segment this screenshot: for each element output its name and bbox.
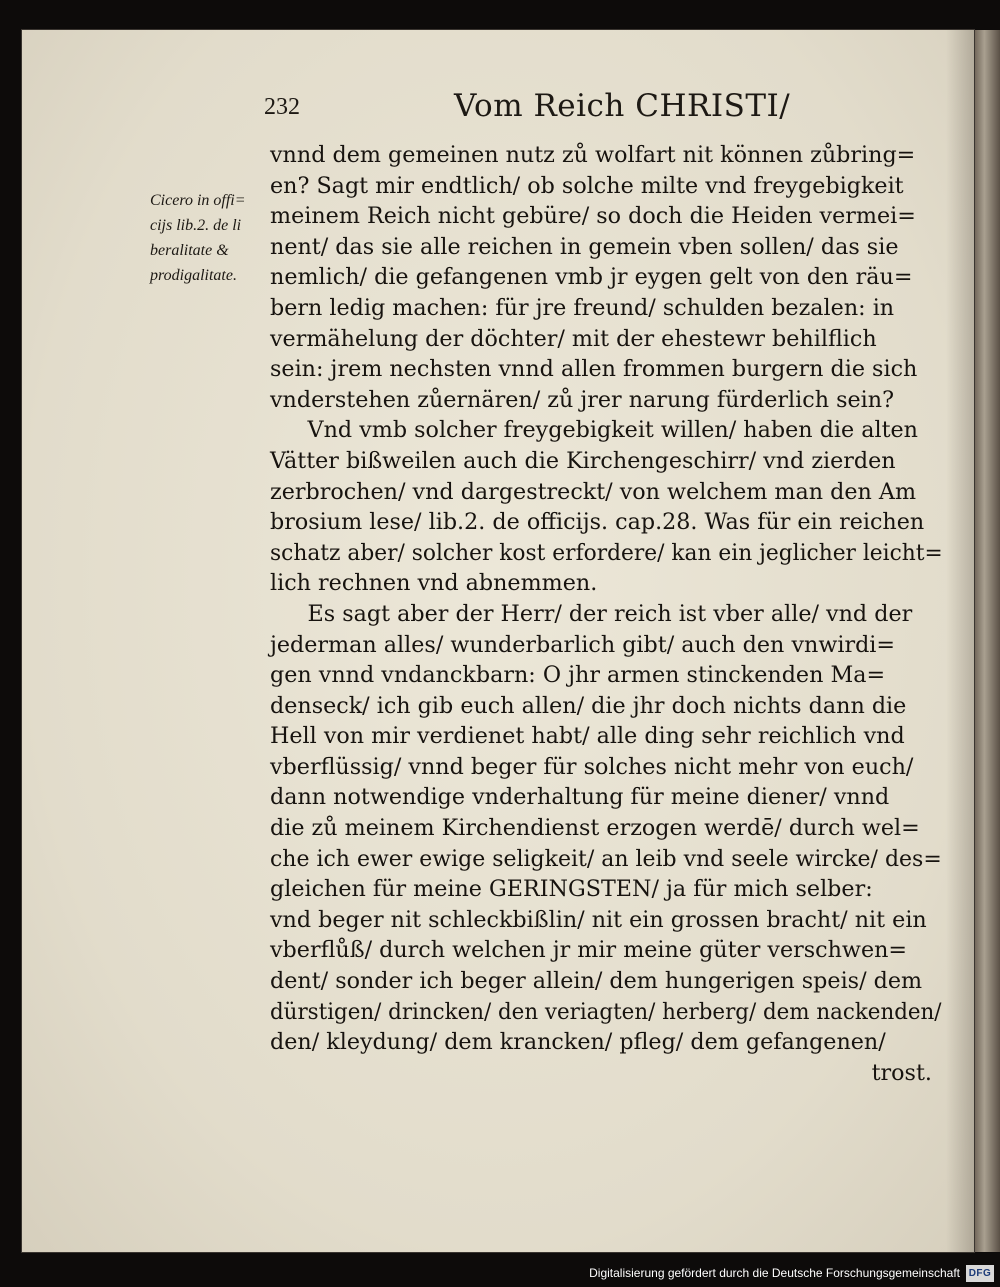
marginal-note-line: beralitate & [150,242,229,259]
text-line: lich rechnen vnd abnemmen. [270,570,598,597]
text-line: vermähelung der döchter/ mit der ehestewr behilflich [270,325,877,352]
text-line: dent/ sonder ich beger allein/ dem hungerigen speis/ dem [270,968,923,995]
text-line: vnd beger nit schleckbißlin/ nit ein grossen bracht/ nit ein [270,906,927,933]
text-line: dann notwendige vnderhaltung für meine diener/ vnnd [270,784,890,811]
marginal-note-line: prodigalitate. [150,267,237,284]
text-line: che ich ewer ewige seligkeit/ an leib vnd seele wircke/ des= [270,845,942,872]
body-text [270,140,950,1088]
text-line: jederman alles/ wunderbarlich gibt/ auch den vnwirdi= [270,631,896,658]
text-line: meinem Reich nicht gebüre/ so doch die Heiden vermei= [270,203,916,230]
text-line: zerbrochen/ vnd dargestreckt/ von welchem man den Am [270,478,917,505]
marginal-note-line: cijs lib.2. de li [150,217,242,234]
text-line: die zů meinem Kirchendienst erzogen werdē/ durch wel= [270,815,920,842]
text-line: vberflůß/ durch welchen jr mir meine güter verschwen= [270,937,908,964]
book-spine-edge [974,30,1000,1252]
text-line: nemlich/ die gefangenen vmb jr eygen gelt von den räu= [270,264,913,291]
text-line: gen vnnd vndanckbarn: O jhr armen stinckenden Ma= [270,662,886,689]
text-line: Vätter bißweilen auch die Kirchengeschirr/ vnd zierden [270,447,896,474]
text-line: den/ kleydung/ dem krancken/ pfleg/ dem gefangenen/ [270,1029,886,1056]
running-title: Vom Reich CHRISTI/ [454,88,791,124]
text-line: nent/ das sie alle reichen in gemein vben sollen/ das sie [270,233,899,260]
text-line: bern ledig machen: für jre freund/ schulden bezalen: in [270,294,895,321]
page-number: 232 [264,94,300,120]
text-line: Hell von mir verdienet habt/ alle ding sehr reichlich vnd [270,723,905,750]
dfg-logo: DFG [966,1265,994,1282]
text-line: sein: jrem nechsten vnnd allen frommen burgern die sich [270,356,918,383]
text-line: gleichen für meine GERINGSTEN/ ja für mich selber: [270,876,873,903]
text-line: vberflüssig/ vnnd beger für solches nicht mehr von euch/ [270,753,914,780]
marginal-note [150,188,270,288]
funding-credit: Digitalisierung gefördert durch die Deutsche Forschungsgemeinschaft [589,1266,960,1280]
text-line: vnnd dem gemeinen nutz zů wolfart nit können zůbring= [270,142,916,168]
text-line: schatz aber/ solcher kost erfordere/ kan ein jeglicher leicht= [270,539,943,566]
marginal-note-line: Cicero in offi= [150,192,246,209]
text-line: denseck/ ich gib euch allen/ die jhr doch nichts dann die [270,692,907,719]
text-line: en? Sagt mir endtlich/ ob solche milte vnd freygebigkeit [270,172,904,199]
paragraph-start-line: Es sagt aber der Herr/ der reich ist vber alle/ vnd der [307,600,913,627]
paragraph-start-line: Vnd vmb solcher freygebigkeit willen/ haben die alten [307,417,918,444]
text-line: brosium lese/ lib.2. de officijs. cap.28. Was für ein reichen [270,509,925,536]
page-header [264,88,964,124]
text-line: trost. [871,1059,932,1086]
text-line: vnderstehen zůernären/ zů jrer narung fürderlich sein? [270,386,895,413]
digitization-footer [0,1261,1000,1287]
text-line: dürstigen/ drincken/ den veriagten/ herberg/ dem nackenden/ [270,998,942,1025]
